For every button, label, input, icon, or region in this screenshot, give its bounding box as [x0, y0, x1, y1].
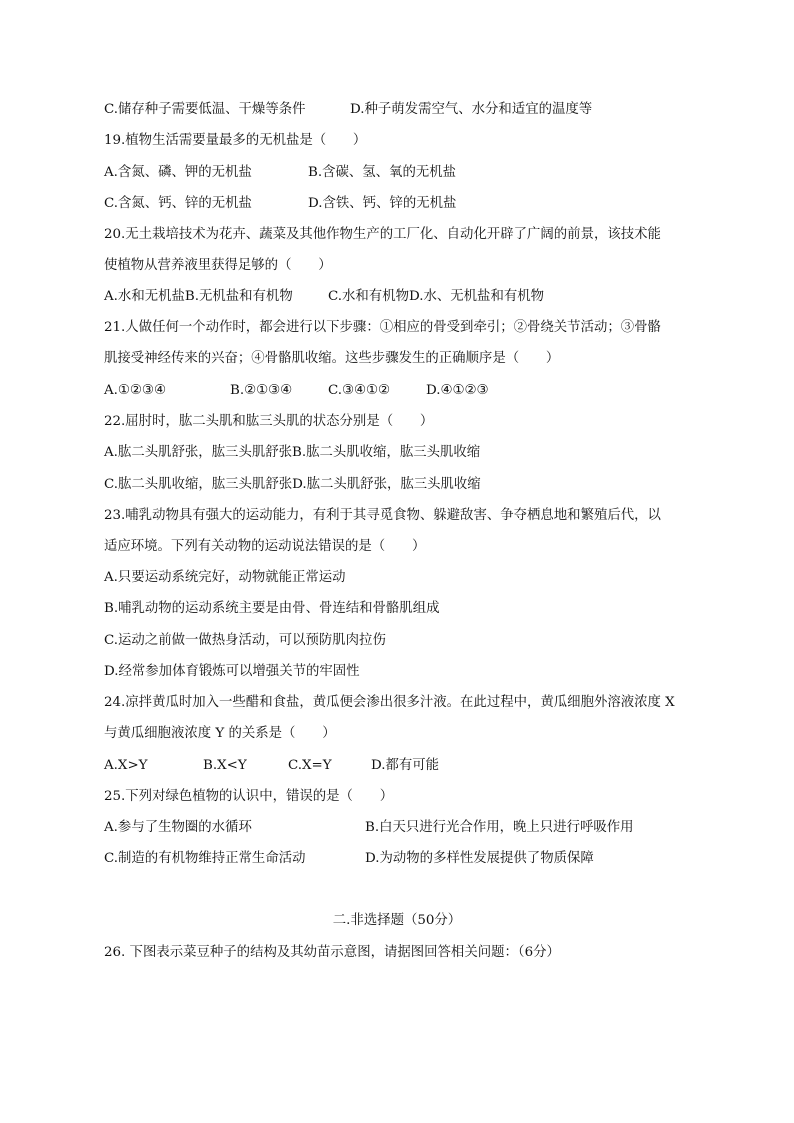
q21-option-a: A.①②③④: [104, 383, 166, 398]
q25-option-b: B.白天只进行光合作用，晚上只进行呼吸作用: [365, 820, 634, 835]
q25-option-c: C.制造的有机物维持正常生命活动: [104, 851, 306, 866]
q23-option-d: D.经常参加体育锻炼可以增强关节的牢固性: [104, 664, 360, 679]
q24-option-b: B.X<Y: [203, 758, 247, 773]
q21-stem-line2: 肌接受神经传来的兴奋；④骨骼肌收缩。这些步骤发生的正确顺序是（ ）: [104, 351, 560, 366]
q25-option-a: A.参与了生物圈的水循环: [104, 820, 252, 835]
section-title: 二.非选择题（50分）: [332, 913, 462, 928]
q22-options-ab: A.肱二头肌舒张，肱三头肌舒张B.肱二头肌收缩，肱三头肌收缩: [104, 445, 481, 460]
q18-option-c: C.储存种子需要低温、干燥等条件: [104, 102, 306, 117]
q21-option-c: C.③④①②: [328, 383, 391, 398]
q24-option-d: D.都有可能: [371, 758, 440, 773]
q19-stem: 19.植物生活需要量最多的无机盐是（ ）: [104, 133, 367, 148]
q19-option-c: C.含氮、钙、锌的无机盐: [104, 196, 252, 211]
q18-option-d: D.种子萌发需空气、水分和适宜的温度等: [350, 102, 593, 117]
q21-option-b: B.②①③④: [230, 383, 293, 398]
q19-option-b: B.含碳、氢、氧的无机盐: [308, 165, 457, 180]
q26-stem: 26. 下图表示菜豆种子的结构及其幼苗示意图，请据图回答相关问题：（6分）: [104, 945, 560, 960]
q20-stem-line1: 20.无土栽培技术为花卉、蔬菜及其他作物生产的工厂化、自动化开辟了广阔的前景，该技术能: [104, 227, 661, 242]
q20-options-ab: A.水和无机盐B.无机盐和有机物: [104, 289, 293, 304]
q19-option-a: A.含氮、磷、钾的无机盐: [104, 165, 252, 180]
q21-option-d: D.④①②③: [426, 383, 489, 398]
q20-stem-line2: 使植物从营养液里获得足够的（ ）: [104, 258, 332, 273]
q19-option-d: D.含铁、钙、锌的无机盐: [308, 196, 457, 211]
q23-stem-line1: 23.哺乳动物具有强大的运动能力，有利于其寻觅食物、躲避敌害、争夺栖息地和繁殖后代，以: [104, 508, 661, 523]
q24-option-a: A.X>Y: [104, 758, 148, 773]
q24-stem-line2: 与黄瓜细胞液浓度 Y 的关系是（ ）: [104, 726, 336, 741]
q24-stem-line1: 24.凉拌黄瓜时加入一些醋和食盐，黄瓜便会渗出很多汁液。在此过程中，黄瓜细胞外溶液浓度 X: [104, 695, 675, 710]
q23-option-c: C.运动之前做一做热身活动，可以预防肌肉拉伤: [104, 633, 386, 648]
q25-option-d: D.为动物的多样性发展提供了物质保障: [365, 851, 594, 866]
q22-options-cd: C.肱二头肌收缩，肱三头肌舒张D.肱二头肌舒张，肱三头肌收缩: [104, 477, 481, 492]
q24-option-c: C.X=Y: [288, 758, 332, 773]
q25-stem: 25.下列对绿色植物的认识中，错误的是（ ）: [104, 789, 394, 804]
q23-option-b: B.哺乳动物的运动系统主要是由骨、骨连结和骨骼肌组成: [104, 601, 440, 616]
q23-option-a: A.只要运动系统完好，动物就能正常运动: [104, 570, 346, 585]
q21-stem-line1: 21.人做任何一个动作时，都会进行以下步骤：①相应的骨受到牵引；②骨绕关节活动；③骨骼: [104, 320, 661, 335]
q23-stem-line2: 适应环境。下列有关动物的运动说法错误的是（ ）: [104, 539, 426, 554]
q20-options-cd: C.水和有机物D.水、无机盐和有机物: [328, 289, 545, 304]
q22-stem: 22.屈肘时，肱二头肌和肱三头肌的状态分别是（ ）: [104, 414, 434, 429]
